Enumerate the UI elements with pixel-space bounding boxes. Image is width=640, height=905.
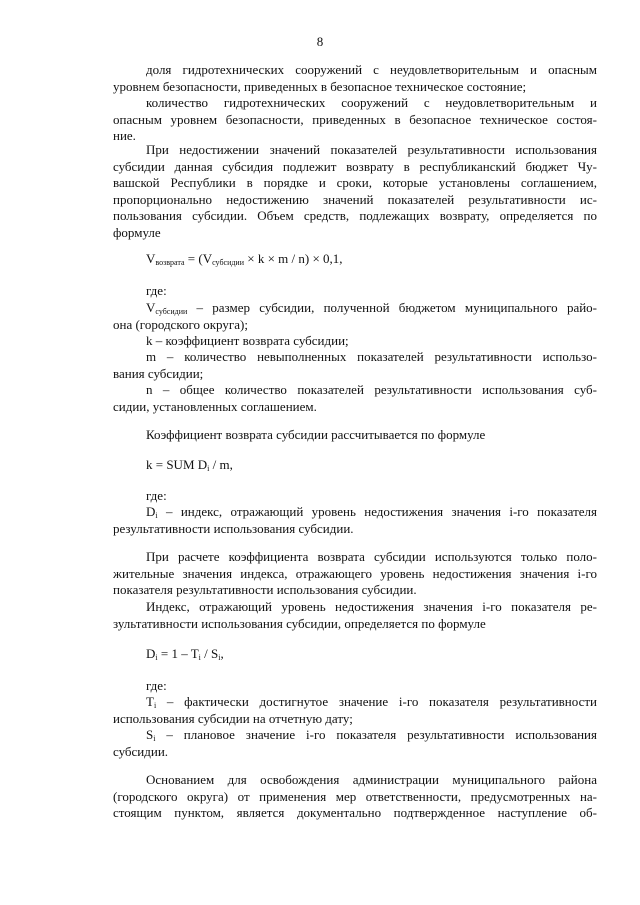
text-line: вашской Республики в порядке и сроки, которые установлены соглашением, xyxy=(113,175,597,190)
where-label: где: xyxy=(146,678,167,693)
definition-v-subsidy: $V_{субсидии}$ – размер субсидии, полученной бюджетом муниципального райо- она (городского округа); xyxy=(113,300,597,332)
text-line: уровнем безопасности, приведенных в безопасное техническое состояние; xyxy=(113,78,527,94)
text-line: При расчете коэффициента возврата субсидии используются только поло- xyxy=(146,549,597,564)
text-line: (городского округа) от применения мер ответственности, предусмотренных на- xyxy=(113,788,597,804)
paragraph-exemption xyxy=(113,772,597,822)
definition-n xyxy=(113,382,597,415)
text-line: формуле xyxy=(113,224,161,240)
where-label: где: xyxy=(146,283,167,298)
paragraph-refund-rule xyxy=(113,142,597,241)
text-line: сидии, установленных соглашением. xyxy=(113,398,317,414)
text-line: количество гидротехнических сооружений с неудовлетворительным и xyxy=(146,95,597,110)
definition-k xyxy=(113,333,597,350)
definition-t: $T_i$ – фактически достигнутое значение i-го показателя результативности использования субсидии на отчетную дату; xyxy=(113,694,597,726)
text-line: m – количество невыполненных показателей результативности использо- xyxy=(146,349,597,364)
formula-refund-volume: $V_{возврата} = (V_{субсидии} \times k \times m / n) \times 0,1$, xyxy=(146,251,343,267)
text-line: использования субсидии на отчетную дату; xyxy=(113,710,353,726)
coefficient-intro xyxy=(113,427,597,444)
definition-d: $D_i$ – индекс, отражающий уровень недостижения значения i-го показателя результативности использования субсидии. xyxy=(113,504,597,536)
formula-coefficient: k = SUM $D_i$ / m, xyxy=(146,457,233,473)
text-line: субсидии. xyxy=(113,743,169,759)
paragraph-index xyxy=(113,599,597,632)
text-line: стоящим пунктом, является документально подтвержденное наступление об- xyxy=(113,805,597,820)
text-line: n – общее количество показателей результативности использования суб- xyxy=(146,382,597,397)
text-line: жительные значения индекса, отражающего уровень недостижения значения i-го xyxy=(113,565,597,581)
paragraph-indicator-count xyxy=(113,95,597,145)
text-line: При недостижении значений показателей результативности использования xyxy=(146,142,597,157)
text-line: результативности использования субсидии. xyxy=(113,520,354,536)
text-line: Коэффициент возврата субсидии рассчитывается по формуле xyxy=(146,427,486,442)
paragraph-calculation xyxy=(113,549,597,599)
text-line: показателя результативности использования субсидии. xyxy=(113,582,417,597)
text-line: доля гидротехнических сооружений с неудовлетворительным и опасным xyxy=(146,62,597,77)
text-line: пропорционально недостижению значений показателей результативности ис- xyxy=(113,191,597,207)
definition-m xyxy=(113,349,597,382)
text-line: Индекс, отражающий уровень недостижения значения i-го показателя ре- xyxy=(146,599,597,614)
text-line: опасным уровнем безопасности, приведенных в безопасное техническое состоя- xyxy=(113,111,597,127)
text-line: ние. xyxy=(113,128,136,143)
text-line: зультативности использования субсидии, определяется по формуле xyxy=(113,615,486,631)
paragraph-indicator-share xyxy=(113,62,597,95)
text-line: субсидии данная субсидия подлежит возврату в республиканский бюджет Чу- xyxy=(113,158,597,174)
text-line: k – коэффициент возврата субсидии; xyxy=(146,333,349,348)
where-label: где: xyxy=(146,488,167,503)
text-line: пользования субсидии. Объем средств, подлежащих возврату, определяется по xyxy=(113,208,597,223)
text-line: вания субсидии; xyxy=(113,365,204,381)
text-line: Основанием для освобождения администрации муниципального района xyxy=(146,772,597,787)
formula-index: $D_i = 1 - T_i / S_i$, xyxy=(146,646,224,662)
text-line: она (городского округа); xyxy=(113,316,248,332)
definition-s: $S_i$ – плановое значение i-го показателя результативности использования субсидии. xyxy=(113,727,597,759)
page-number: 8 xyxy=(316,34,324,49)
